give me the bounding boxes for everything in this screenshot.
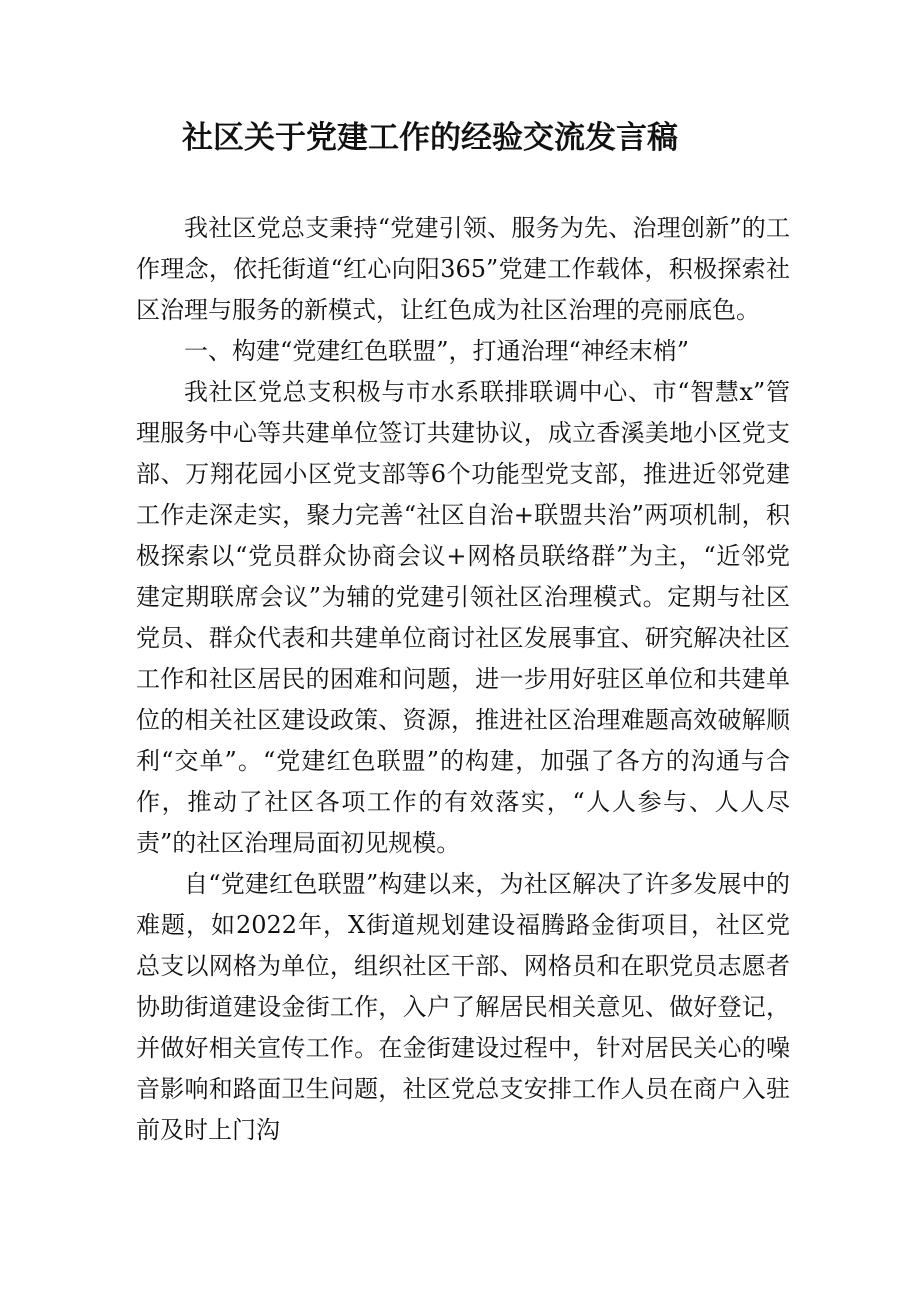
paragraph-example: 自“党建红色联盟”构建以来，为社区解决了许多发展中的难题，如2022年，X街道规划建设福腾路金街项目，社区党总支以网格为单位，组织社区干部、网格员和在职党员志愿者协助街道建设金街工作，入户了解居民相关意见、做好登记，并做好相关宣传工作。在金街建设过程中，针对居民关心的噪音影响和路面卫生问题，社区党总支安排工作人员在商户入驻前及时上门沟: [136, 870, 790, 1144]
paragraph-intro: 我社区党总支秉持“党建引领、服务为先、治理创新”的工作理念，依托街道“红心向阳365”党建工作载体，积极探索社区治理与服务的新模式，让红色成为社区治理的亮丽底色。: [136, 214, 790, 324]
document-body: [136, 208, 790, 1151]
paragraph-alliance: 我社区党总支积极与市水系联排联调中心、市“智慧x”管理服务中心等共建单位签订共建协议，成立香溪美地小区党支部、万翔花园小区党支部等6个功能型党支部，推进近邻党建工作走深走实，聚力完善“社区自治+联盟共治”两项机制，积极探索以“党员群众协商会议+网格员联络群”为主，“近邻党建定期联席会议”为辅的党建引领社区治理模式。定期与社区党员、群众代表和共建单位商讨社区发展事宜、研究解决社区工作和社区居民的困难和问题，进一步用好驻区单位和共建单位的相关社区建设政策、资源，推进社区治理难题高效破解顺利“交单”。“党建红色联盟”的构建，加强了各方的沟通与合作，推动了社区各项工作的有效落实，“人人参与、人人尽责”的社区治理局面初见规模。: [136, 378, 790, 857]
section-heading-1: 一、构建“党建红色联盟”，打通治理“神经末梢”: [184, 337, 690, 365]
document-title: 社区关于党建工作的经验交流发言稿: [182, 120, 678, 156]
